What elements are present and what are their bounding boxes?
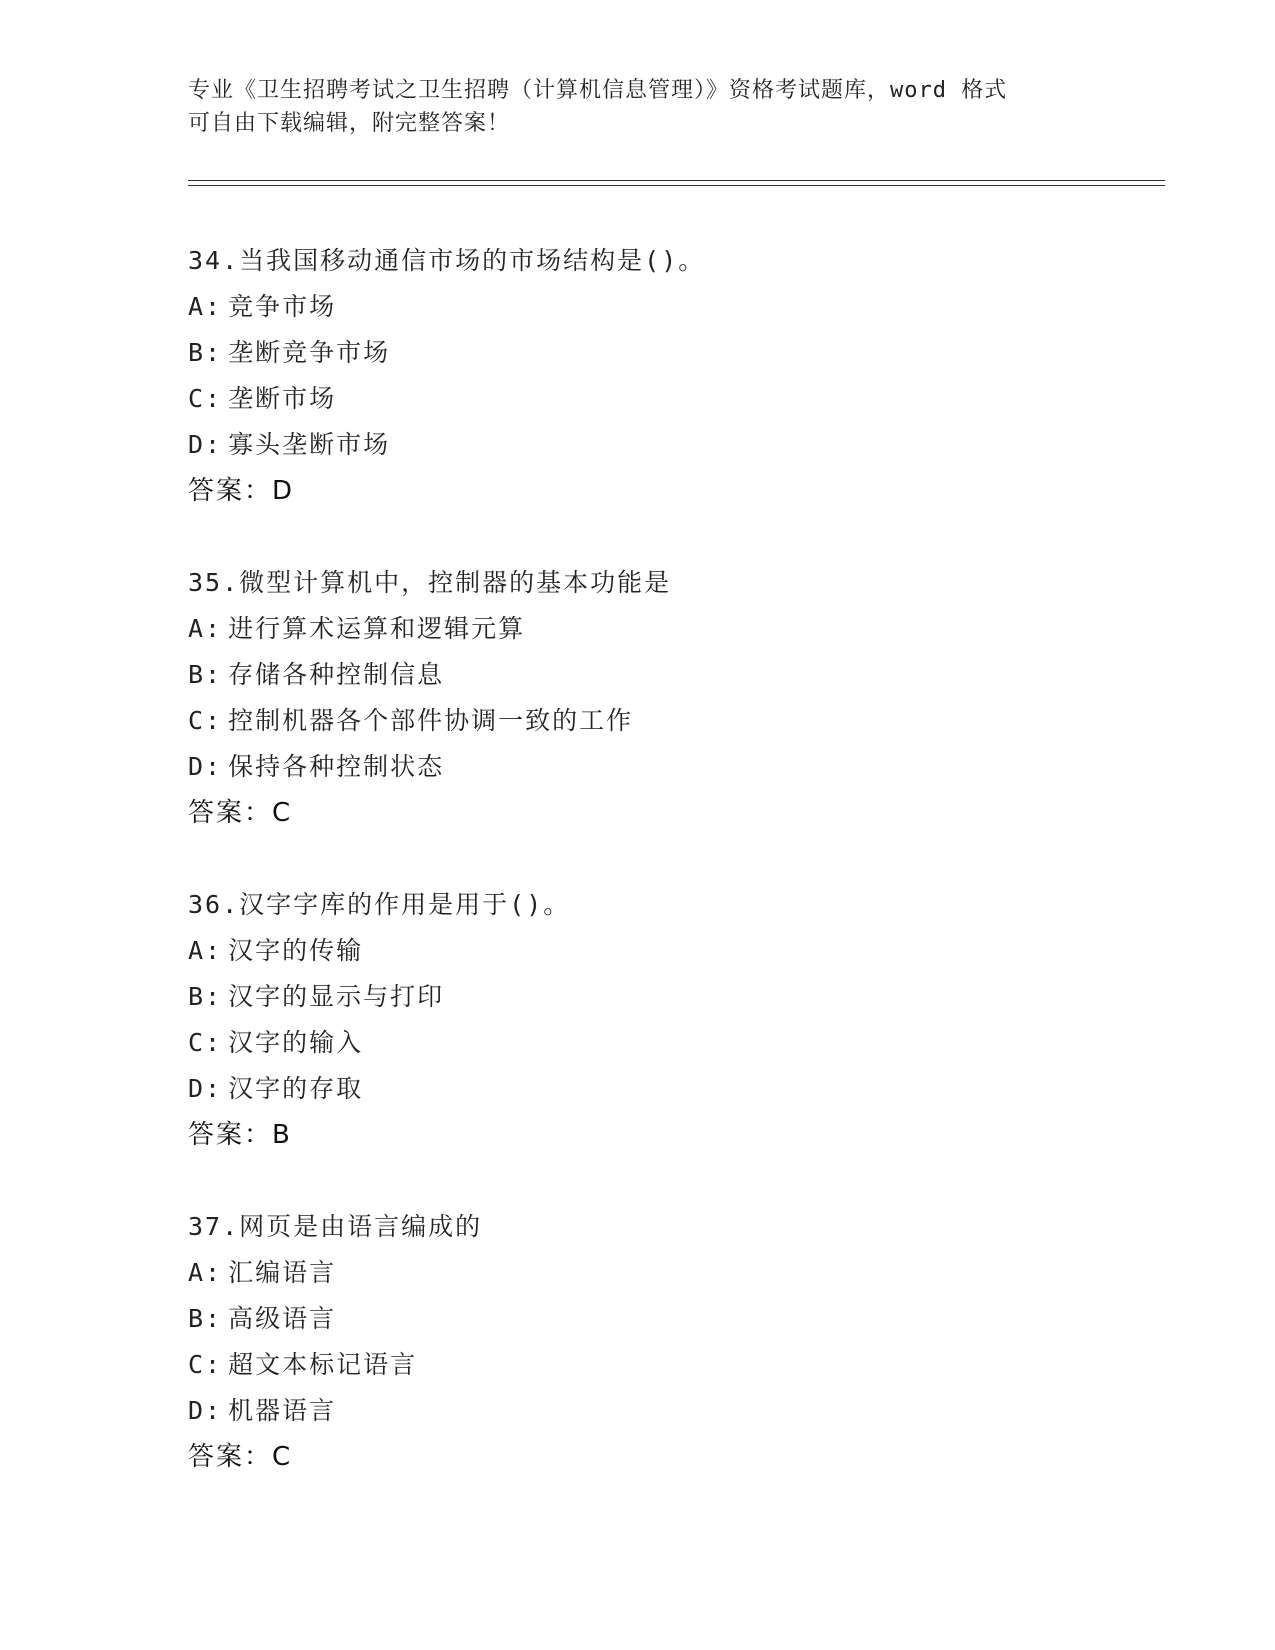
option-text: 竞争市场	[228, 292, 337, 321]
option-letter: D:	[188, 1396, 223, 1425]
option-text: 进行算术运算和逻辑元算	[228, 614, 526, 643]
question-34	[188, 238, 1168, 560]
option-letter: A:	[188, 1258, 223, 1287]
option-c	[188, 376, 1168, 422]
option-d	[188, 422, 1168, 468]
option-text: 控制机器各个部件协调一致的工作	[228, 706, 634, 735]
option-letter: B:	[188, 338, 223, 367]
answer-line	[188, 790, 1168, 836]
option-text: 汉字的显示与打印	[228, 982, 445, 1011]
question-stem: 36.汉字字库的作用是用于()。	[188, 890, 571, 919]
header-line-1: 专业《卫生招聘考试之卫生招聘（计算机信息管理）》资格考试题库，word 格式	[188, 78, 1008, 103]
option-text: 汇编语言	[228, 1258, 337, 1287]
question-stem: 35.微型计算机中，控制器的基本功能是	[188, 568, 672, 597]
answer-label: 答案：	[188, 798, 273, 828]
answer-label: 答案：	[188, 1120, 273, 1150]
option-a	[188, 284, 1168, 330]
option-c	[188, 1020, 1168, 1066]
question-37	[188, 1204, 1168, 1526]
header-divider-top	[188, 180, 1165, 181]
question-list	[188, 238, 1168, 1526]
option-letter: C:	[188, 384, 223, 413]
option-letter: B:	[188, 982, 223, 1011]
option-letter: D:	[188, 430, 223, 459]
option-text: 垄断市场	[228, 384, 337, 413]
answer-value: D	[272, 476, 293, 506]
option-letter: A:	[188, 614, 223, 643]
option-a	[188, 928, 1168, 974]
option-text: 高级语言	[228, 1304, 337, 1333]
option-letter: D:	[188, 1074, 223, 1103]
question-35	[188, 560, 1168, 882]
option-letter: D:	[188, 752, 223, 781]
option-letter: A:	[188, 292, 223, 321]
answer-value: B	[272, 1120, 290, 1150]
option-letter: B:	[188, 660, 223, 689]
option-text: 保持各种控制状态	[228, 752, 445, 781]
answer-label: 答案：	[188, 476, 273, 506]
header-divider-bottom	[188, 185, 1165, 186]
option-letter: A:	[188, 936, 223, 965]
option-a	[188, 1250, 1168, 1296]
answer-value: C	[272, 1442, 291, 1472]
option-d	[188, 744, 1168, 790]
option-letter: C:	[188, 1028, 223, 1057]
option-text: 超文本标记语言	[228, 1350, 418, 1379]
option-letter: B:	[188, 1304, 223, 1333]
answer-label: 答案：	[188, 1442, 273, 1472]
document-header	[188, 74, 1088, 140]
option-text: 汉字的输入	[228, 1028, 364, 1057]
option-d	[188, 1388, 1168, 1434]
option-b	[188, 652, 1168, 698]
option-d	[188, 1066, 1168, 1112]
question-stem: 37.网页是由语言编成的	[188, 1212, 483, 1241]
option-b	[188, 330, 1168, 376]
answer-line	[188, 468, 1168, 514]
option-c	[188, 1342, 1168, 1388]
header-line-2: 可自由下载编辑，附完整答案！	[188, 111, 511, 136]
option-text: 存储各种控制信息	[228, 660, 445, 689]
option-letter: C:	[188, 1350, 223, 1379]
option-letter: C:	[188, 706, 223, 735]
option-text: 汉字的存取	[228, 1074, 364, 1103]
option-b	[188, 1296, 1168, 1342]
answer-line	[188, 1112, 1168, 1158]
question-stem: 34.当我国移动通信市场的市场结构是()。	[188, 246, 706, 275]
answer-value: C	[272, 798, 291, 828]
option-text: 寡头垄断市场	[228, 430, 391, 459]
option-a	[188, 606, 1168, 652]
option-text: 垄断竞争市场	[228, 338, 391, 367]
option-text: 汉字的传输	[228, 936, 364, 965]
answer-line	[188, 1434, 1168, 1480]
question-36	[188, 882, 1168, 1204]
option-c	[188, 698, 1168, 744]
option-b	[188, 974, 1168, 1020]
option-text: 机器语言	[228, 1396, 337, 1425]
